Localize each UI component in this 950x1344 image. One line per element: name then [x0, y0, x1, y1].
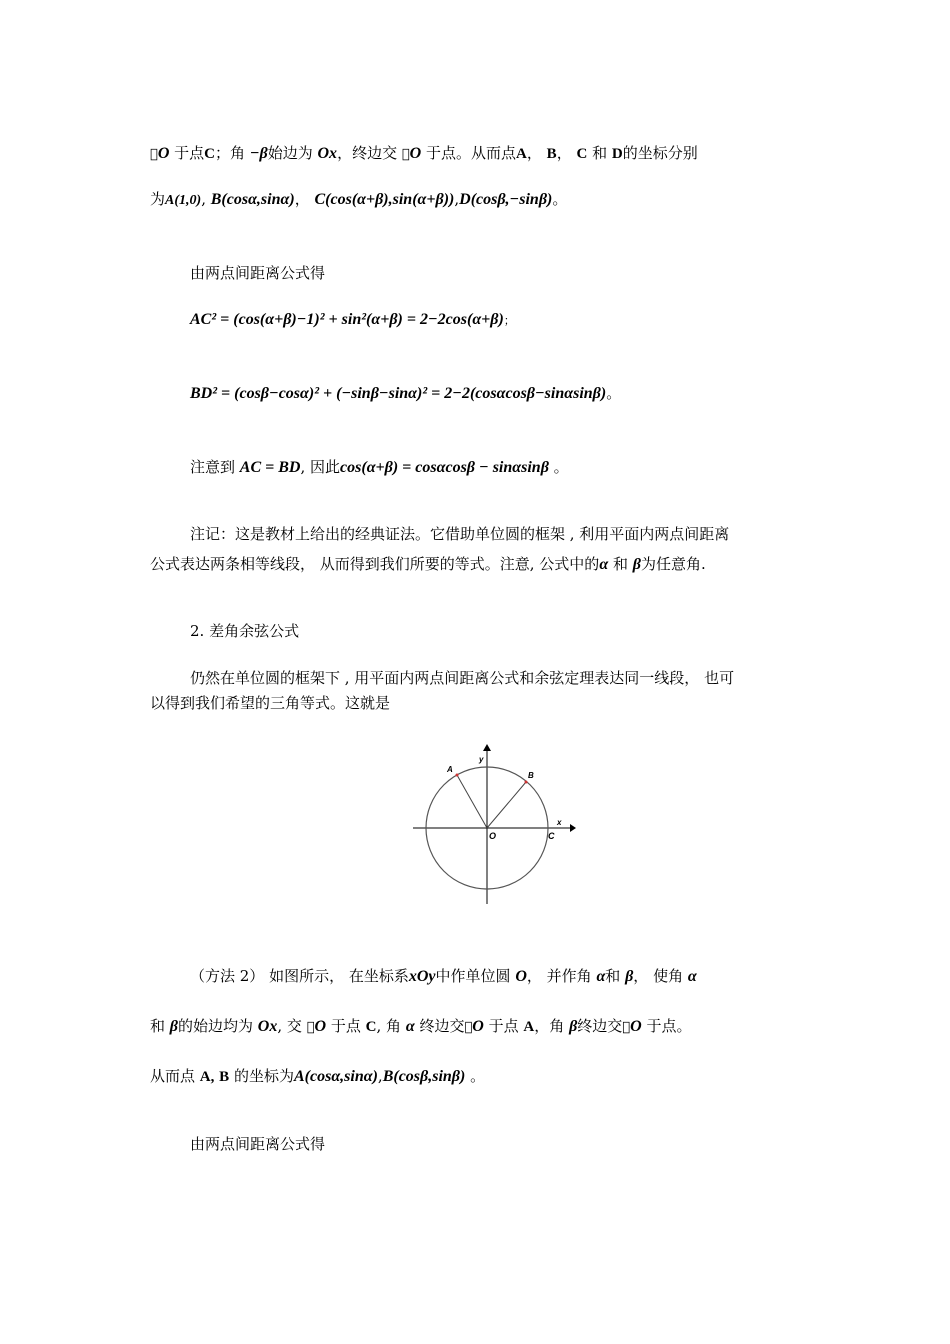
math-Ox: Ox — [309, 145, 330, 162]
method2-line2 — [150, 1015, 691, 1039]
label-B: B — [528, 771, 534, 780]
math-Ox: Ox — [257, 1018, 278, 1035]
method2-line1 — [190, 965, 697, 988]
text: 终边交 — [411, 1017, 457, 1035]
math-beta: β — [169, 1018, 178, 1035]
para1-line2 — [150, 188, 567, 212]
note-line — [190, 456, 569, 479]
point-B: B — [219, 1069, 230, 1085]
point-A: A — [511, 1019, 523, 1035]
text: 注意到 — [190, 458, 236, 476]
comma: , — [201, 190, 206, 208]
heading-distance-formula-2: 由两点间距离公式得 — [190, 1135, 326, 1153]
equation-BD — [190, 382, 621, 405]
formula: BD² = (cosβ−cosα)² + (−sinβ−sinα)² = 2−2(cosαcosβ−sinαsinβ) — [190, 385, 607, 402]
text: 终边交 — [565, 1017, 611, 1035]
comma: , — [377, 1067, 383, 1085]
math-beta: β — [632, 556, 641, 573]
math-O: O — [614, 1018, 627, 1035]
text: 从而点 — [150, 1067, 196, 1085]
method2-line3 — [150, 1065, 485, 1088]
text: 于点 — [323, 1017, 354, 1035]
circle-symbol-box — [610, 1020, 615, 1035]
text: ，终边交 — [329, 144, 390, 162]
text: 公式表达两条相等线段， 从而得到我们所要的等式。注意, 公式中的 — [150, 555, 600, 573]
coord-D: D(cosβ,−sinβ) — [459, 191, 553, 208]
punct: 。 — [606, 384, 622, 402]
text: （方法 2） 如图所示， 在坐标系 — [190, 967, 409, 985]
circle-symbol-box — [307, 1020, 315, 1035]
radius-OA — [457, 775, 487, 828]
remark-line2 — [150, 553, 706, 576]
para2-line1: 仍然在单位圆的框架下 , 用平面内两点间距离公式和余弦定理表达同一线段， 也可 — [190, 669, 735, 687]
para1-line1 — [150, 142, 698, 166]
text: 和 — [612, 555, 628, 573]
math-beta: β — [557, 1018, 566, 1035]
text: ；角 — [207, 144, 238, 162]
label-C: C — [548, 831, 555, 841]
circle-symbol-box — [150, 147, 158, 162]
coord-C: C(cos(α+β),sin(α+β)) — [314, 191, 455, 208]
point-D: D — [596, 146, 608, 162]
text: 为任意角. — [640, 555, 706, 573]
point-C: C — [560, 146, 572, 162]
math-alpha: α — [599, 556, 609, 573]
text: 中作单位圆 — [435, 967, 511, 985]
unit-circle-figure — [400, 738, 580, 910]
text: ，角 — [522, 1017, 553, 1035]
text: 的坐标为 — [233, 1067, 294, 1085]
y-axis-arrow — [483, 744, 491, 751]
period: 。 — [470, 1067, 486, 1085]
coord-A: A(1,0) — [165, 193, 202, 208]
x-axis-arrow — [570, 824, 576, 832]
formula: AC² = (cos(α+β)−1)² + sin²(α+β) = 2−2cos(α+β) — [190, 311, 504, 328]
heading-distance-formula: 由两点间距离公式得 — [190, 264, 326, 282]
point-A-dot — [456, 774, 459, 777]
comma: , — [454, 190, 460, 208]
math-alpha: α — [687, 968, 697, 985]
para2-line2: 以得到我们希望的三角等式。这就是 — [150, 694, 391, 712]
label-A: A — [447, 765, 453, 774]
comma: ， — [294, 190, 310, 208]
math-neg-beta: −β — [242, 145, 260, 162]
radius-OB — [487, 782, 526, 828]
text: 于点。 — [631, 1017, 677, 1035]
text: 和 — [150, 1017, 166, 1035]
text: 和 — [576, 144, 592, 162]
point-C: C — [196, 146, 208, 162]
label-x: x — [557, 818, 562, 827]
text: ， 并作角 — [526, 967, 592, 985]
text: ， 使角 — [633, 967, 684, 985]
period: 。 — [552, 190, 568, 208]
point-B-dot — [525, 781, 528, 784]
text: 的始边均为 — [178, 1017, 254, 1035]
label-O: O — [489, 831, 497, 841]
text: 于点 — [477, 1017, 508, 1035]
text: 始边为 — [259, 144, 305, 162]
comma: ， — [511, 144, 527, 162]
comma: ， — [541, 144, 557, 162]
point-A: A — [199, 1069, 211, 1085]
point-A: A — [500, 146, 512, 162]
text: , 因此 — [300, 458, 341, 476]
coord-B: B(cosα,sinα) — [210, 191, 295, 208]
math-alpha: α — [398, 1018, 407, 1035]
section-title: 2. 差角余弦公式 — [190, 622, 300, 640]
text: 为 — [150, 190, 166, 208]
coord-B: B(cosβ,sinβ) — [382, 1068, 466, 1085]
math-xOy: xOy — [408, 968, 436, 985]
comma: , — [210, 1069, 215, 1085]
math-O: O — [515, 968, 527, 985]
text: , 交 — [277, 1017, 302, 1035]
math-beta: β — [625, 968, 634, 985]
punct: ； — [503, 314, 515, 327]
text: 于点。从而点 — [410, 144, 501, 162]
coord-A: A(cosα,sinα) — [293, 1068, 378, 1085]
text: 和 — [605, 967, 621, 985]
point-C: C — [357, 1019, 369, 1035]
math-O: O — [460, 1018, 473, 1035]
formula-AC-BD: AC = BD — [239, 459, 301, 476]
circle-symbol-box — [456, 1020, 461, 1035]
text: 于点 — [166, 144, 197, 162]
math-alpha: α — [596, 968, 606, 985]
math-O: O — [150, 145, 162, 162]
text: , 角 — [368, 1017, 394, 1035]
text: 的坐标分别 — [607, 144, 683, 162]
circle-symbol-box — [402, 147, 410, 162]
period: 。 — [553, 458, 569, 476]
formula-cos-sum: cos(α+β) = cosαcosβ − sinαsinβ — [340, 459, 549, 476]
point-B: B — [531, 146, 542, 162]
math-O: O — [394, 145, 406, 162]
equation-AC — [190, 308, 515, 332]
label-y: y — [479, 755, 484, 764]
remark-line1: 注记：这是教材上给出的经典证法。它借助单位圆的框架 , 利用平面内两点间距离 — [190, 525, 730, 543]
math-O: O — [306, 1018, 319, 1035]
